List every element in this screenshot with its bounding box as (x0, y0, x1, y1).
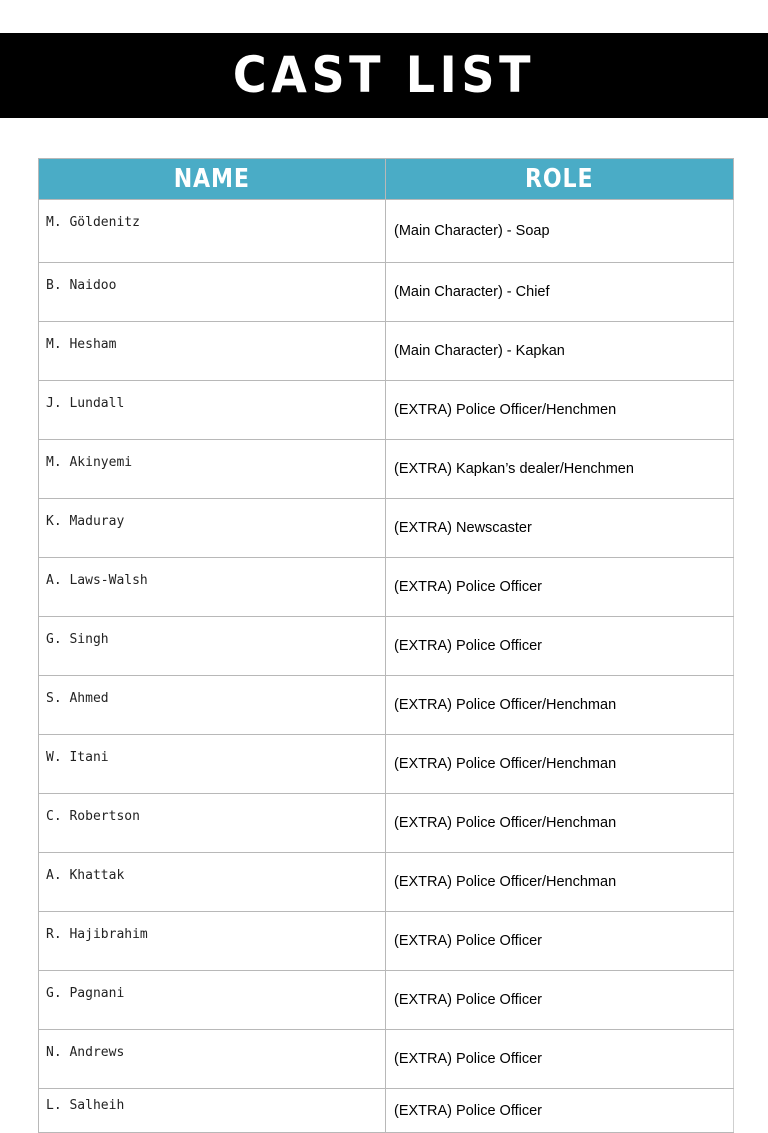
cast-name: M. Akinyemi (39, 440, 386, 499)
cast-role: (EXTRA) Kapkan’s dealer/Henchmen (386, 440, 734, 499)
table-row (39, 912, 734, 971)
cast-table (38, 158, 734, 1133)
header-row (39, 159, 734, 200)
table-row (39, 794, 734, 853)
table-row (39, 1030, 734, 1089)
cast-name: N. Andrews (39, 1030, 386, 1089)
cast-name: W. Itani (39, 735, 386, 794)
table-row (39, 853, 734, 912)
cast-role: (EXTRA) Police Officer (386, 617, 734, 676)
table-row (39, 322, 734, 381)
cast-role: (Main Character) - Kapkan (386, 322, 734, 381)
table-row (39, 499, 734, 558)
cast-role: (EXTRA) Police Officer/Henchman (386, 794, 734, 853)
table-row (39, 617, 734, 676)
cast-role: (EXTRA) Police Officer/Henchmen (386, 381, 734, 440)
cast-role: (EXTRA) Police Officer (386, 912, 734, 971)
table-row (39, 381, 734, 440)
cast-role: (EXTRA) Police Officer (386, 558, 734, 617)
name-column-header: NAME (39, 159, 386, 200)
title-banner (0, 33, 768, 118)
cast-name: R. Hajibrahim (39, 912, 386, 971)
table-row (39, 263, 734, 322)
cast-name: G. Singh (39, 617, 386, 676)
table-row (39, 735, 734, 794)
cast-role: (EXTRA) Police Officer (386, 1089, 734, 1133)
cast-name: J. Lundall (39, 381, 386, 440)
cast-role: (Main Character) - Chief (386, 263, 734, 322)
cast-name: S. Ahmed (39, 676, 386, 735)
cast-name: A. Laws-Walsh (39, 558, 386, 617)
cast-role: (EXTRA) Police Officer/Henchman (386, 853, 734, 912)
cast-name: B. Naidoo (39, 263, 386, 322)
table-row (39, 440, 734, 499)
table-row (39, 971, 734, 1030)
table-row (39, 676, 734, 735)
cast-role: (Main Character) - Soap (386, 200, 734, 263)
table-row (39, 1089, 734, 1133)
table-row (39, 558, 734, 617)
cast-role: (EXTRA) Police Officer (386, 971, 734, 1030)
cast-name: G. Pagnani (39, 971, 386, 1030)
cast-name: M. Hesham (39, 322, 386, 381)
cast-name: C. Robertson (39, 794, 386, 853)
role-column-header: ROLE (386, 159, 734, 200)
cast-name: M. Göldenitz (39, 200, 386, 263)
cast-role: (EXTRA) Police Officer/Henchman (386, 735, 734, 794)
cast-name: L. Salheih (39, 1089, 386, 1133)
table-row (39, 200, 734, 263)
cast-name: A. Khattak (39, 853, 386, 912)
cast-role: (EXTRA) Newscaster (386, 499, 734, 558)
page-title: CAST LIST (232, 46, 536, 104)
cast-role: (EXTRA) Police Officer/Henchman (386, 676, 734, 735)
cast-role: (EXTRA) Police Officer (386, 1030, 734, 1089)
cast-name: K. Maduray (39, 499, 386, 558)
